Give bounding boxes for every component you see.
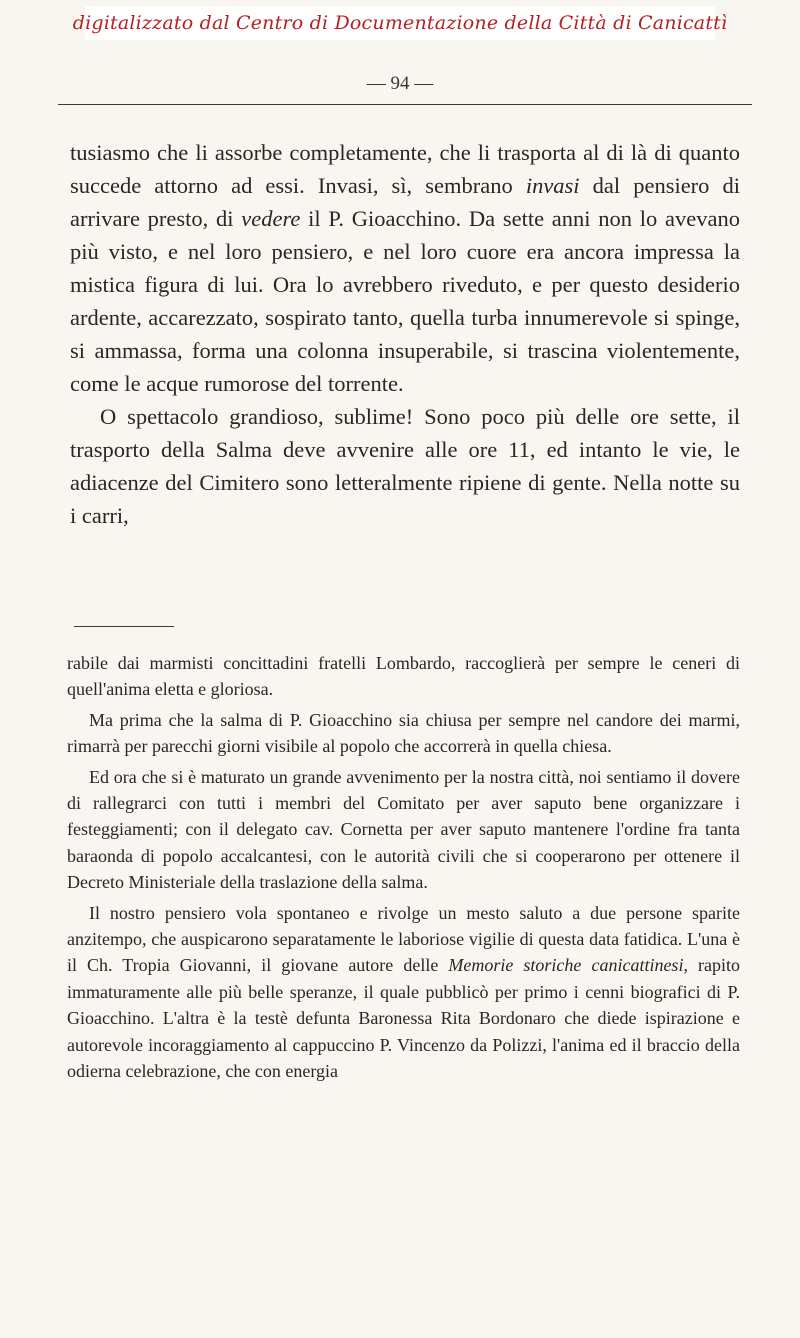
italic-run: vedere	[241, 206, 301, 231]
main-paragraph-2: O spettacolo grandioso, sublime! Sono poco più delle ore sette, il trasporto della Salma deve avvenire alle ore 11, ed intanto le vie, le adiacenze del Cimitero sono letteralmente ripiene di gente. Nella notte su i carri,	[70, 404, 740, 528]
text-run: , rapito immaturamente alle più belle speranze, il quale pubblicò per primo i cenni biografici di P. Gioacchino. L'altra è la testè defunta Baronessa Rita Bordonaro che diede ispirazione e autorevole incoraggiamento al cappuccino P. Vincenzo da Polizzi, l'anima ed il braccio della odierna celebrazione, che con energia	[67, 955, 740, 1082]
footnote-text	[67, 650, 740, 1085]
italic-run: invasi	[525, 173, 580, 198]
text-run: Il nostro pensiero vola spontaneo e rivolge un mesto saluto a due persone sparite anzitempo, che auspicarono separatamente le laboriose vigilie di questa data fatidica. L'una è il Ch. Tropia Giovanni, il giovane autore delle	[67, 902, 740, 976]
footnote-paragraph-1: rabile dai marmisti concittadini fratelli Lombardo, raccoglierà per sempre le ceneri di quell'anima eletta e gloriosa.	[67, 653, 740, 700]
text-run: il P. Gioacchino. Da sette anni non lo avevano più visto, e nel loro pensiero, e nel loro cuore era ancora impressa la mistica figura di lui. Ora lo avrebbero riveduto, e per questo desiderio ardente, accarezzato, sospirato tanto, quella turba innumerevole si spinge, si ammassa, forma una colonna insuperabile, si trascina violentemente, come le acque rumorose del torrente.	[70, 206, 740, 396]
italic-run: Memorie storiche canicattinesi	[448, 955, 684, 976]
main-text	[70, 136, 740, 532]
text-run: dal pensiero di arrivare presto, di	[70, 173, 741, 231]
page-number: — 94 —	[366, 73, 434, 94]
main-paragraph-1	[70, 136, 740, 400]
watermark-banner: digitalizzato dal Centro di Documentazione della Città di Canicattì	[85, 6, 715, 40]
text-run: tusiasmo che li assorbe completamente, che li trasporta al di là di quanto succede attorno ad essi. Invasi, sì, sembrano	[70, 140, 740, 198]
header-rule	[58, 104, 752, 105]
footnote-rule	[74, 626, 174, 627]
footnote-paragraph-4	[67, 900, 740, 1085]
footnote-paragraph-2: Ma prima che la salma di P. Gioacchino sia chiusa per sempre nel candore dei marmi, rimarrà per parecchi giorni visibile al popolo che accorrerà in quella chiesa.	[67, 709, 740, 757]
footnote-paragraph-3: Ed ora che si è maturato un grande avvenimento per la nostra città, noi sentiamo il dovere di rallegrarci con tutti i membri del Comitato per aver saputo bene organizzare i festeggiamenti; con il delegato cav. Cornetta per aver saputo mantenere l'ordine fra tanta baraonda di popolo accalcantesi, con le autorità civili che si cooperarono per ottenere il Decreto Ministeriale della traslazione della salma.	[67, 766, 740, 893]
